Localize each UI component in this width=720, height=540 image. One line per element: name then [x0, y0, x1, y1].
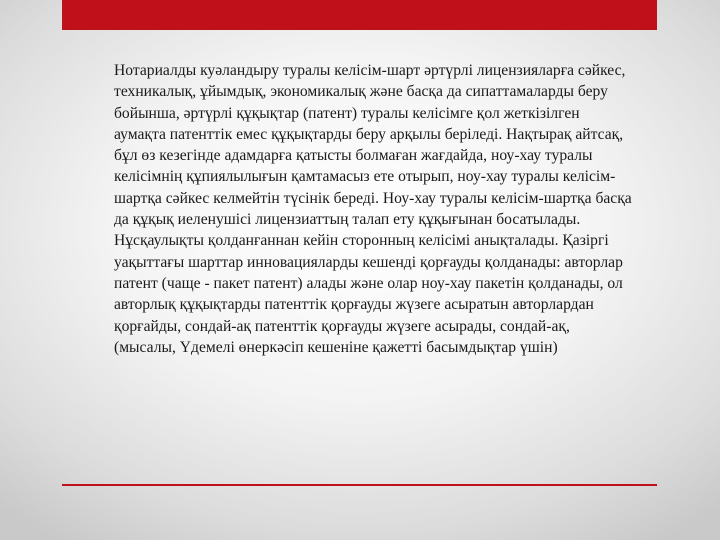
bottom-accent-rule: [62, 484, 657, 486]
top-accent-bar: [62, 0, 657, 30]
slide-body-text: Нотариалды куәландыру туралы келісім-шарт әртүрлі лицензияларға сәйкес, техникалық, ұйымдық, экономикалық және басқа да сипаттамаларды беру бойынша, әртүрлі құқықтар (патент) туралы келісімге қол жеткізілген аумақта патенттік емес құқықтарды беру арқылы беріледі. Нақтырақ айтсақ, бұл өз кезегінде адамдарға қатысты болмаған жағдайда, ноу-хау туралы келісімнің құпиялылығын қамтамасыз ете отырып, ноу-хау туралы келісім-шартқа сәйкес келмейтін түсінік береді. Ноу-хау туралы келісім-шартқа басқа да құқық иеленушісі лицензиаттың талап ету құқығынан босатылады. Нұсқаулықты қолданғаннан кейін сторонның келісімі анықталады. Қазіргі уақыттағы шарттар инновацияларды кешенді қорғауды қолданады: авторлар патент (чаще - пакет патент) алады және олар ноу-хау пакетін қолданады, ол авторлық құқықтарды патенттік қорғауды жүзеге асыратын авторлардан қорғайды, сондай-ақ патенттік қорғауды жүзеге асырады, сондай-ақ, (мысалы, Үдемелі өнеркәсіп кешеніне қажетті басымдықтар үшін): [114, 62, 632, 356]
